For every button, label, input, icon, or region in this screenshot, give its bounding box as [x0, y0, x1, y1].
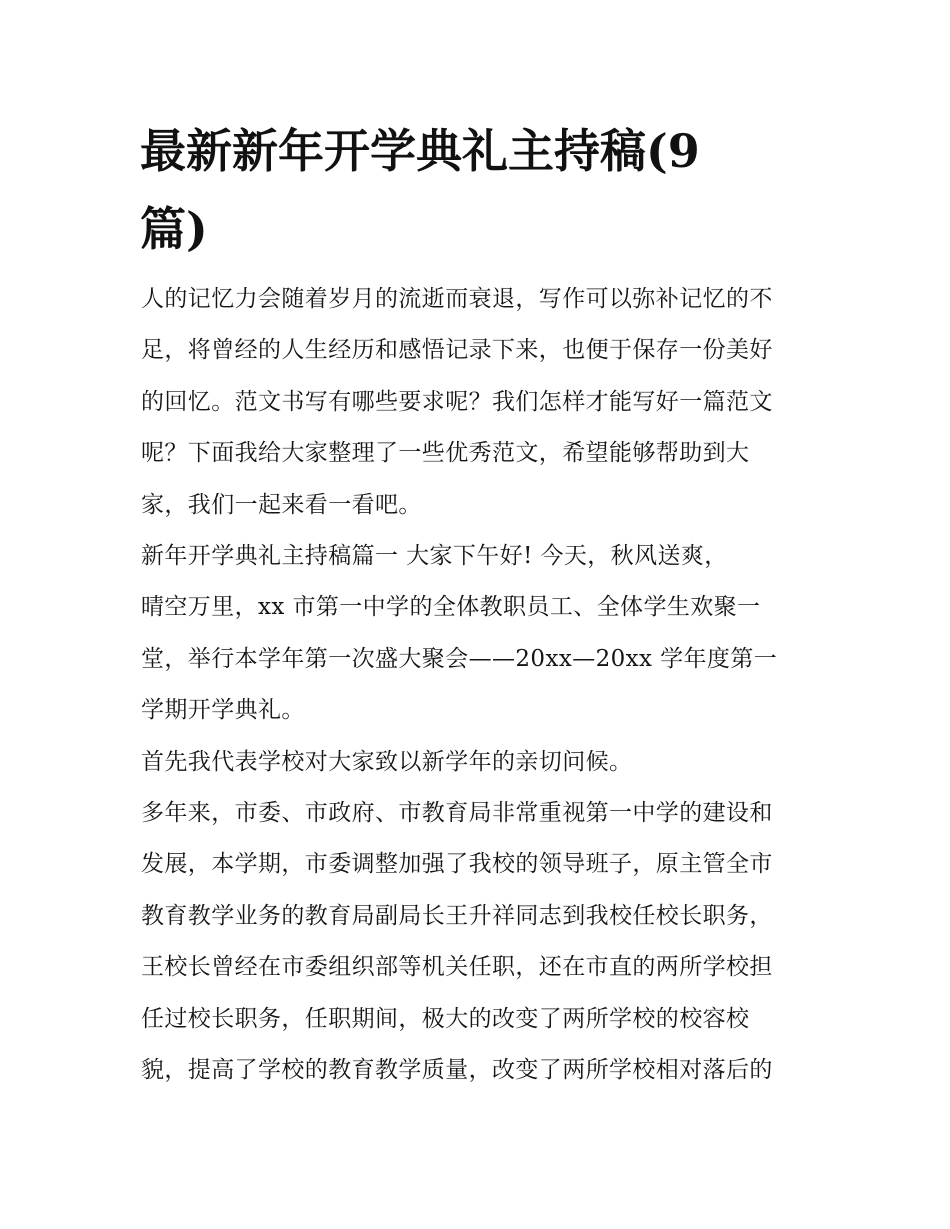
- text-line: 发展，本学期，市委调整加强了我校的领导班子，原主管全市: [141, 851, 773, 878]
- history-paragraph: [141, 788, 817, 1096]
- text-line: 貌，提高了学校的教育教学质量，改变了两所学校相对落后的: [141, 1057, 773, 1084]
- text-line: 教育教学业务的教育局副局长王升祥同志到我校任校长职务，: [141, 902, 773, 929]
- text-line: 足，将曾经的人生经历和感悟记录下来，也便于保存一份美好: [141, 337, 773, 364]
- opening-paragraph: [141, 531, 817, 737]
- text-line: 晴空万里，xx 市第一中学的全体教职员工、全体学生欢聚一: [141, 594, 761, 621]
- text-line: 堂，举行本学年第一次盛大聚会——20xx—20xx 学年度第一: [141, 645, 778, 672]
- title-line: 最新新年开学典礼主持稿(9: [140, 124, 700, 178]
- title-line: 篇): [140, 202, 208, 256]
- text-line: 学期开学典礼。: [141, 697, 305, 724]
- text-line: 新年开学典礼主持稿篇一 大家下午好! 今天，秋风送爽，: [141, 543, 728, 570]
- text-line: 人的记忆力会随着岁月的流逝而衰退，写作可以弥补记忆的不: [141, 286, 773, 312]
- text-line: 的回忆。范文书写有哪些要求呢？我们怎样才能写好一篇范文: [141, 388, 773, 415]
- document-title: [140, 112, 780, 268]
- greeting-paragraph: [141, 737, 817, 788]
- text-line: 王校长曾经在市委组织部等机关任职，还在市直的两所学校担: [141, 954, 773, 981]
- text-line: 首先我代表学校对大家致以新学年的亲切问候。: [141, 748, 633, 775]
- text-line: 多年来，市委、市政府、市教育局非常重视第一中学的建设和: [141, 800, 773, 827]
- text-line: 呢？下面我给大家整理了一些优秀范文，希望能够帮助到大: [141, 440, 750, 467]
- intro-paragraph: [141, 274, 817, 531]
- text-line: 家，我们一起来看一看吧。: [141, 491, 422, 518]
- text-line: 任过校长职务，任职期间，极大的改变了两所学校的校容校: [141, 1005, 750, 1032]
- document-body: [141, 274, 817, 1097]
